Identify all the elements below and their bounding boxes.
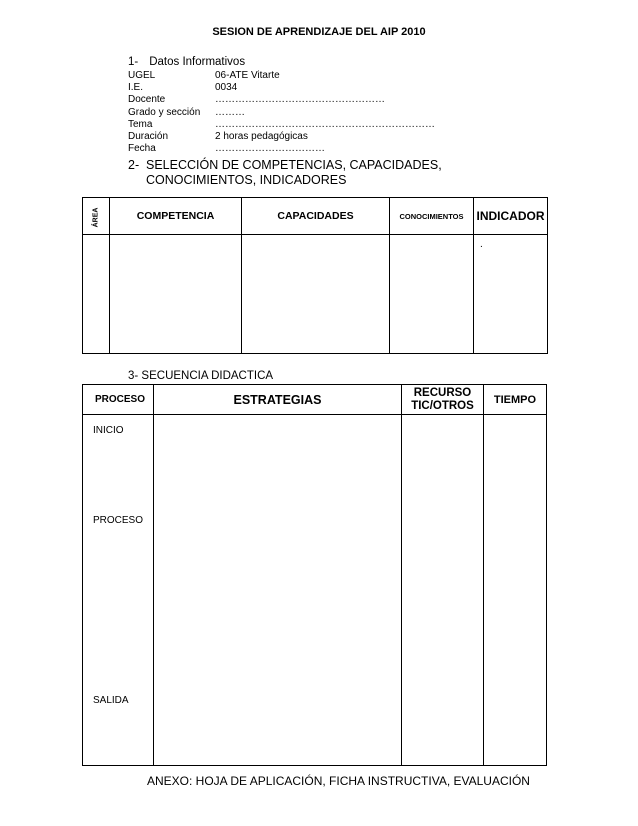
estrategias-header: ESTRATEGIAS: [154, 385, 402, 415]
section2-number: 2-: [128, 158, 140, 172]
recurso-header: [402, 385, 484, 415]
info-row-ie: [128, 82, 435, 94]
info-value: ……………………………: [215, 143, 325, 155]
section2-heading-line2: CONOCIMIENTOS, INDICADORES: [146, 173, 347, 187]
document-title: SESION DE APRENDIZAJE DEL AIP 2010: [212, 26, 426, 38]
competencies-header-row: [83, 198, 548, 235]
conocimientos-cell: [390, 235, 474, 354]
info-row-tema: [128, 119, 435, 131]
info-row-grado: [128, 107, 435, 119]
capacidades-header: CAPACIDADES: [242, 198, 390, 235]
competencia-header: COMPETENCIA: [110, 198, 242, 235]
info-row-docente: [128, 94, 435, 106]
section3-heading: 3- SECUENCIA DIDACTICA: [128, 370, 274, 382]
area-header-cell: [83, 198, 110, 235]
section1-number: 1-: [128, 56, 139, 68]
area-header: ÁREA: [92, 207, 100, 228]
tiempo-cell: [484, 415, 547, 766]
sequence-header-row: [83, 385, 547, 415]
tiempo-header: TIEMPO: [484, 385, 547, 415]
phase-proceso: PROCESO: [93, 515, 144, 526]
section1-heading-text: Datos Informativos: [149, 56, 246, 68]
info-label: I.E.: [128, 82, 144, 94]
competencia-cell: [110, 235, 242, 354]
recurso-header-line1: RECURSO: [413, 386, 472, 399]
annex-note: ANEXO: HOJA DE APLICACIÓN, FICHA INSTRUCTIVA, EVALUACIÓN: [147, 774, 530, 788]
info-value: …………………………………………………………: [215, 118, 435, 130]
competencies-body-row: [83, 235, 548, 354]
conocimientos-header: CONOCIMIENTOS: [390, 198, 474, 235]
info-label: UGEL: [128, 70, 156, 81]
info-value: 2 horas pedagógicas: [215, 131, 308, 143]
info-row-duracion: [128, 131, 435, 143]
sequence-body-row: [83, 415, 547, 766]
capacidades-cell: [242, 235, 390, 354]
indicador-cell: [474, 235, 548, 354]
info-row-fecha: [128, 143, 435, 155]
indicador-header: INDICADOR: [474, 198, 548, 235]
info-row-ugel: [128, 70, 435, 82]
info-label: Tema: [128, 118, 153, 130]
section2-heading: [128, 158, 442, 188]
phases-cell: [83, 415, 154, 766]
info-label: Grado y sección: [128, 106, 201, 118]
section2-heading-line1: SELECCIÓN DE COMPETENCIAS, CAPACIDADES,: [146, 158, 442, 172]
info-label: Docente: [128, 94, 166, 106]
info-label: Fecha: [128, 143, 156, 155]
info-value: 06-ATE Vitarte: [215, 70, 280, 81]
competencies-table: [82, 197, 548, 354]
area-cell: [83, 235, 110, 354]
proceso-header: PROCESO: [83, 385, 154, 415]
info-label: Duración: [128, 131, 169, 143]
section1-heading: [128, 56, 245, 68]
estrategias-cell: [154, 415, 402, 766]
info-value: ……………………………………………: [215, 94, 385, 106]
phase-inicio: INICIO: [93, 425, 124, 436]
info-value: 0034: [215, 82, 238, 94]
info-list: [128, 70, 435, 155]
phase-salida: SALIDA: [93, 695, 129, 706]
recurso-cell: [402, 415, 484, 766]
indicador-dot: .: [480, 239, 483, 250]
info-value: ………: [215, 106, 245, 118]
recurso-header-line2: TIC/OTROS: [411, 399, 474, 412]
sequence-table: [82, 384, 547, 766]
